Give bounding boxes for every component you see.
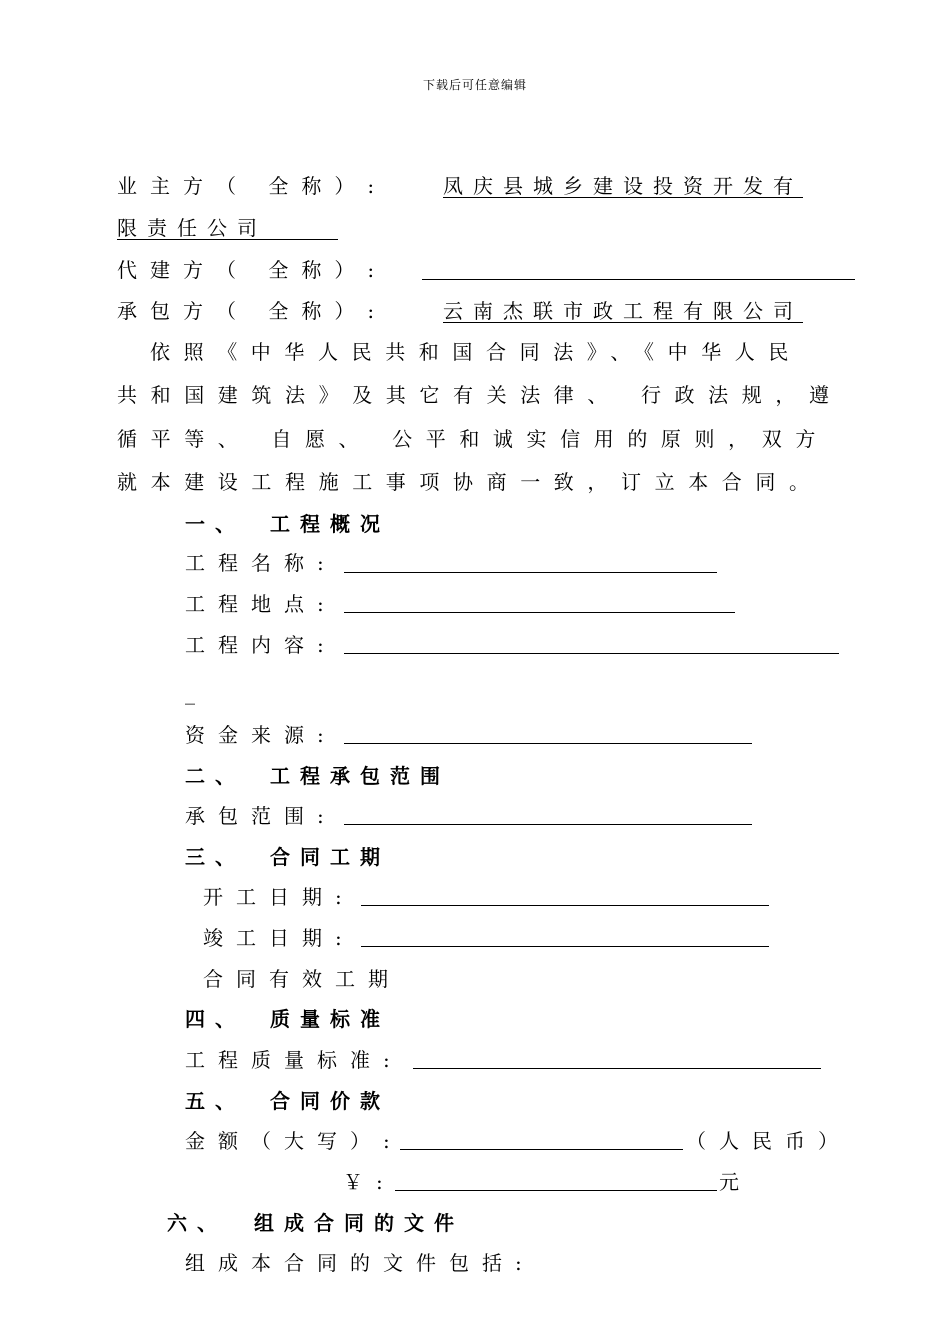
contractor-value: 云南杰联市政工程有限公司 bbox=[443, 299, 803, 323]
project-location-field[interactable] bbox=[344, 612, 735, 613]
section2-title: 工程承包范围 bbox=[270, 764, 450, 788]
section5-number: 五、 bbox=[185, 1089, 245, 1113]
duration-label: 合同有效工期 bbox=[203, 967, 401, 991]
amount-currency-note: （人民币） bbox=[686, 1129, 851, 1153]
scope-field[interactable] bbox=[344, 824, 752, 825]
preamble-line2: 共和国建筑法》及其它有关法律、 行政法规，遵 bbox=[117, 383, 843, 407]
project-content-continuation: _ bbox=[185, 681, 195, 705]
preamble-line1: 依照《中华人民共和国合同法》、《中华人民 bbox=[150, 340, 802, 364]
section1-number: 一、 bbox=[185, 512, 245, 536]
section5-title: 合同价款 bbox=[270, 1089, 390, 1113]
section6-number: 六、 bbox=[167, 1211, 227, 1235]
start-date-field[interactable] bbox=[361, 905, 769, 906]
section6-title: 组成合同的文件 bbox=[254, 1211, 464, 1235]
amount-uppercase-field[interactable] bbox=[400, 1149, 683, 1150]
owner-value-line2: 限责任公司 bbox=[117, 216, 267, 240]
scope-label: 承包范围: bbox=[185, 804, 337, 828]
header-note: 下载后可任意编辑 bbox=[422, 78, 527, 92]
funding-source-field[interactable] bbox=[344, 743, 752, 744]
owner-label: 业主方（ 全称）: bbox=[117, 174, 388, 198]
section1-title: 工程概况 bbox=[270, 512, 390, 536]
project-content-field[interactable] bbox=[344, 653, 839, 654]
project-name-label: 工程名称: bbox=[185, 551, 337, 575]
quality-standard-field[interactable] bbox=[413, 1068, 821, 1069]
contract-docs-label: 组成本合同的文件包括: bbox=[185, 1251, 535, 1275]
section4-title: 质量标准 bbox=[270, 1007, 390, 1031]
section2-number: 二、 bbox=[185, 764, 245, 788]
project-content-label: 工程内容: bbox=[185, 633, 337, 657]
agent-field[interactable] bbox=[422, 279, 855, 280]
section4-number: 四、 bbox=[185, 1007, 245, 1031]
yen-amount-field[interactable] bbox=[395, 1190, 717, 1191]
section3-title: 合同工期 bbox=[270, 845, 390, 869]
owner-value-underline bbox=[117, 239, 338, 240]
start-date-label: 开工日期: bbox=[203, 885, 355, 909]
amount-label: 金额（大写）: bbox=[185, 1129, 403, 1153]
yen-label: ￥: bbox=[343, 1170, 396, 1194]
preamble-line3: 循平等、 自愿、 公平和诚实信用的原则，双方 bbox=[117, 427, 829, 451]
section3-number: 三、 bbox=[185, 845, 245, 869]
project-name-field[interactable] bbox=[344, 572, 717, 573]
end-date-field[interactable] bbox=[361, 946, 769, 947]
agent-label: 代建方（ 全称）: bbox=[117, 258, 388, 282]
contractor-label: 承包方（ 全称）: bbox=[117, 299, 388, 323]
quality-standard-label: 工程质量标准: bbox=[185, 1048, 403, 1072]
funding-source-label: 资金来源: bbox=[185, 723, 337, 747]
project-location-label: 工程地点: bbox=[185, 592, 337, 616]
owner-value-line1: 凤庆县城乡建设投资开发有 bbox=[443, 174, 803, 198]
yen-unit: 元 bbox=[719, 1170, 739, 1194]
end-date-label: 竣工日期: bbox=[203, 926, 355, 950]
preamble-line4: 就本建设工程施工事项协商一致，订立本合同。 bbox=[117, 470, 823, 494]
